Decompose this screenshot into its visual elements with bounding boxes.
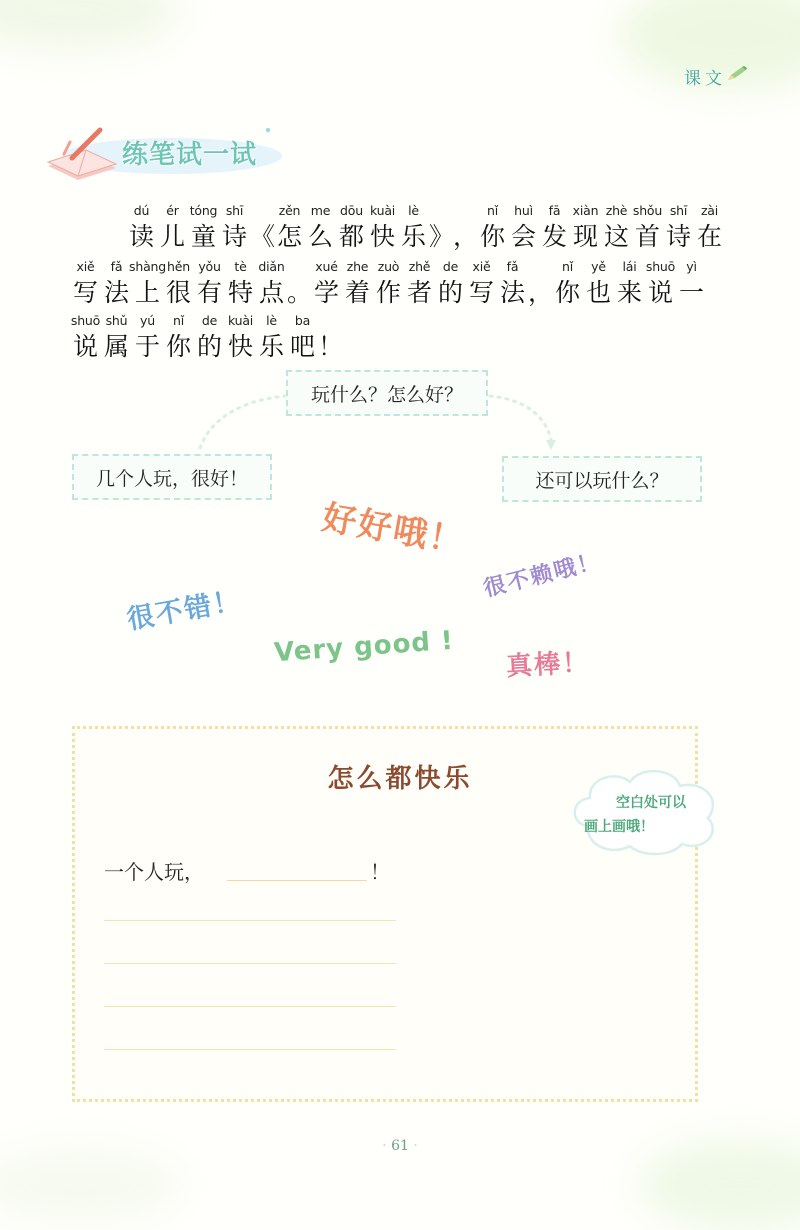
- hanzi: 法: [499, 278, 525, 307]
- hanzi: 现: [572, 222, 598, 251]
- hanzi: 法: [103, 278, 129, 307]
- hanzi: 诗: [665, 222, 691, 251]
- pinyin: xué: [315, 259, 338, 274]
- writing-prompt: 一个人玩，: [104, 860, 204, 884]
- hanzi: 者: [406, 278, 432, 307]
- writing-line-4[interactable]: [104, 1049, 396, 1050]
- hanzi-with-pinyin: [373, 258, 404, 310]
- hanzi-with-pinyin: [225, 312, 256, 364]
- hanzi: 都: [338, 222, 364, 251]
- pinyin: tóng: [189, 203, 218, 218]
- pinyin: diǎn: [258, 259, 285, 274]
- hanzi-with-pinyin: [663, 202, 694, 254]
- hanzi-with-pinyin: [552, 258, 583, 310]
- hanzi: ，: [528, 278, 554, 307]
- punctuation-mark: [528, 258, 552, 310]
- pinyin: shǔ: [105, 313, 128, 328]
- pinyin: de: [201, 313, 218, 328]
- hanzi-with-pinyin: [157, 202, 188, 254]
- pinyin: ba: [294, 313, 311, 328]
- pinyin: fǎ: [506, 259, 519, 274]
- writing-line-1[interactable]: [104, 920, 396, 921]
- hanzi-with-pinyin: [311, 258, 342, 310]
- pinyin: fā: [548, 203, 561, 218]
- hanzi: 特: [227, 278, 253, 307]
- pinyin: shī: [225, 203, 244, 218]
- hanzi-with-pinyin: [570, 202, 601, 254]
- punctuation-mark: [429, 202, 453, 254]
- hanzi-with-pinyin: [435, 258, 466, 310]
- hanzi: 诗: [221, 222, 247, 251]
- hanzi: 的: [437, 278, 463, 307]
- hanzi: 着: [344, 278, 370, 307]
- hanzi-with-pinyin: [694, 202, 725, 254]
- pinyin: nǐ: [173, 313, 184, 328]
- pinyin: shuō: [645, 259, 676, 274]
- page-number: · 61 ·: [382, 1138, 418, 1154]
- hanzi: ！: [318, 332, 344, 361]
- writing-line-2[interactable]: [104, 963, 396, 964]
- pinyin: huì: [514, 203, 533, 218]
- hanzi-with-pinyin: [225, 258, 256, 310]
- hanzi: 来: [616, 278, 642, 307]
- pinyin: zěn: [278, 203, 301, 218]
- pinyin: lái: [622, 259, 637, 274]
- hanzi: 儿: [159, 222, 185, 251]
- hanzi-with-pinyin: [256, 258, 287, 310]
- section-label: 课文: [684, 69, 726, 89]
- hanzi: 写: [468, 278, 494, 307]
- hanzi-with-pinyin: [645, 258, 676, 310]
- pinyin: fǎ: [110, 259, 123, 274]
- pinyin: zuò: [377, 259, 400, 274]
- pinyin: lè: [408, 203, 419, 218]
- pinyin: tè: [234, 259, 247, 274]
- fill-in-blank[interactable]: [227, 880, 367, 881]
- banner-title: 练笔试一试: [122, 140, 258, 170]
- pinyin: dú: [133, 203, 150, 218]
- punctuation-mark: [287, 258, 311, 310]
- pinyin: shī: [669, 203, 688, 218]
- hanzi: 会: [510, 222, 536, 251]
- hanzi-with-pinyin: [342, 258, 373, 310]
- hanzi-with-pinyin: [126, 202, 157, 254]
- hanzi: 说: [72, 332, 98, 361]
- hanzi-with-pinyin: [404, 258, 435, 310]
- cloud-text-line-1: 空白处可以: [616, 795, 686, 811]
- hanzi: 有: [196, 278, 222, 307]
- hanzi: 在: [696, 222, 722, 251]
- pinyin: zhè: [605, 203, 628, 218]
- hanzi: 吧: [289, 332, 315, 361]
- hanzi-with-pinyin: [497, 258, 528, 310]
- punctuation-mark: [318, 312, 342, 364]
- mindmap-top-bubble: 玩什么？怎么好？: [286, 370, 488, 416]
- hanzi-with-pinyin: [129, 258, 166, 310]
- hanzi: 上: [134, 278, 160, 307]
- praise-verygood: Very good !: [273, 625, 455, 669]
- hanzi: 你: [554, 278, 580, 307]
- hanzi: 读: [128, 222, 154, 251]
- hanzi-with-pinyin: [583, 258, 614, 310]
- hanzi-with-pinyin: [539, 202, 570, 254]
- hanzi: 属: [103, 332, 129, 361]
- pinyin: xiě: [472, 259, 491, 274]
- pinyin: yǒu: [198, 259, 221, 274]
- hanzi-with-pinyin: [676, 258, 707, 310]
- pinyin: zài: [700, 203, 719, 218]
- pinyin: dōu: [340, 203, 363, 218]
- hanzi-with-pinyin: [508, 202, 539, 254]
- hanzi-with-pinyin: [194, 312, 225, 364]
- pinyin: shuō: [70, 313, 101, 328]
- hanzi: 《: [250, 222, 276, 251]
- hanzi-with-pinyin: [632, 202, 663, 254]
- hanzi: ，: [453, 222, 479, 251]
- hanzi: 的: [196, 332, 222, 361]
- pinyin: ér: [166, 203, 179, 218]
- hanzi-with-pinyin: [70, 258, 101, 310]
- hanzi: 学: [313, 278, 339, 307]
- pinyin: yú: [140, 313, 155, 328]
- cloud-text-line-2: 画上画哦！: [584, 819, 654, 835]
- page-number-value: 61: [391, 1138, 409, 1154]
- hanzi-with-pinyin: [219, 202, 250, 254]
- hanzi-with-pinyin: [477, 202, 508, 254]
- hanzi-with-pinyin: [466, 258, 497, 310]
- pinyin: me: [310, 203, 331, 218]
- hanzi: 怎: [276, 222, 302, 251]
- praise-zhenbang: 真棒！: [505, 647, 591, 683]
- hanzi: 作: [375, 278, 401, 307]
- hanzi: 于: [134, 332, 160, 361]
- hanzi: 你: [165, 332, 191, 361]
- mindmap-right-bubble: 还可以玩什么？: [502, 456, 702, 502]
- hanzi-with-pinyin: [256, 312, 287, 364]
- pinyin: nǐ: [562, 259, 573, 274]
- writing-line-3[interactable]: [104, 1006, 396, 1007]
- hanzi-with-pinyin: [274, 202, 305, 254]
- hanzi: 首: [634, 222, 660, 251]
- hanzi: 乐: [400, 222, 426, 251]
- pinyin: shǒu: [632, 203, 663, 218]
- hanzi: 。: [287, 278, 313, 307]
- hanzi-with-pinyin: [163, 312, 194, 364]
- paragraph-line-1: [126, 202, 766, 254]
- praise-haohaoe: 好好哦！: [319, 497, 468, 563]
- hanzi-with-pinyin: [305, 202, 336, 254]
- hanzi: 么: [307, 222, 333, 251]
- hanzi-with-pinyin: [367, 202, 398, 254]
- hanzi-with-pinyin: [163, 258, 194, 310]
- hanzi: 快: [227, 332, 253, 361]
- praise-henbulai: 很不赖哦！: [481, 548, 604, 603]
- hanzi: 乐: [258, 332, 284, 361]
- pinyin: xiàn: [572, 203, 599, 218]
- punctuation-mark: [250, 202, 274, 254]
- pinyin: de: [442, 259, 459, 274]
- hanzi: 也: [585, 278, 611, 307]
- hanzi: 很: [165, 278, 191, 307]
- prompt-exclamation: ！: [370, 860, 390, 884]
- praise-henbucuo: 很不错！: [124, 585, 245, 636]
- hanzi-with-pinyin: [70, 312, 101, 364]
- hanzi-with-pinyin: [601, 202, 632, 254]
- pencil-icon: [726, 66, 748, 82]
- pinyin: zhe: [346, 259, 369, 274]
- hanzi: 点: [258, 278, 284, 307]
- paragraph-line-2: [70, 258, 710, 310]
- hanzi: 写: [72, 278, 98, 307]
- paragraph-line-3: [70, 312, 710, 364]
- hanzi: 童: [190, 222, 216, 251]
- hanzi-with-pinyin: [132, 312, 163, 364]
- pinyin: zhě: [408, 259, 431, 274]
- hanzi-with-pinyin: [398, 202, 429, 254]
- mindmap-left-bubble: 几个人玩，很好！: [72, 454, 272, 500]
- pinyin: kuài: [369, 203, 396, 218]
- pinyin: yì: [686, 259, 697, 274]
- hanzi: 快: [369, 222, 395, 251]
- pinyin: nǐ: [487, 203, 498, 218]
- pinyin: shàng: [129, 259, 166, 274]
- hanzi: 说: [647, 278, 673, 307]
- hanzi-with-pinyin: [101, 258, 132, 310]
- hanzi-with-pinyin: [194, 258, 225, 310]
- punctuation-mark: [453, 202, 477, 254]
- hanzi-with-pinyin: [614, 258, 645, 310]
- pinyin: kuài: [227, 313, 254, 328]
- hanzi-with-pinyin: [336, 202, 367, 254]
- hanzi: 发: [541, 222, 567, 251]
- hanzi: 这: [603, 222, 629, 251]
- pinyin: xiě: [76, 259, 95, 274]
- hanzi: 你: [479, 222, 505, 251]
- pinyin: lè: [266, 313, 277, 328]
- hanzi: 一: [678, 278, 704, 307]
- hanzi-with-pinyin: [188, 202, 219, 254]
- hanzi: 》: [429, 222, 455, 251]
- pinyin: yě: [591, 259, 606, 274]
- writing-box-title: 怎么都快乐: [327, 764, 473, 794]
- hanzi-with-pinyin: [287, 312, 318, 364]
- pinyin: hěn: [167, 259, 190, 274]
- hanzi-with-pinyin: [101, 312, 132, 364]
